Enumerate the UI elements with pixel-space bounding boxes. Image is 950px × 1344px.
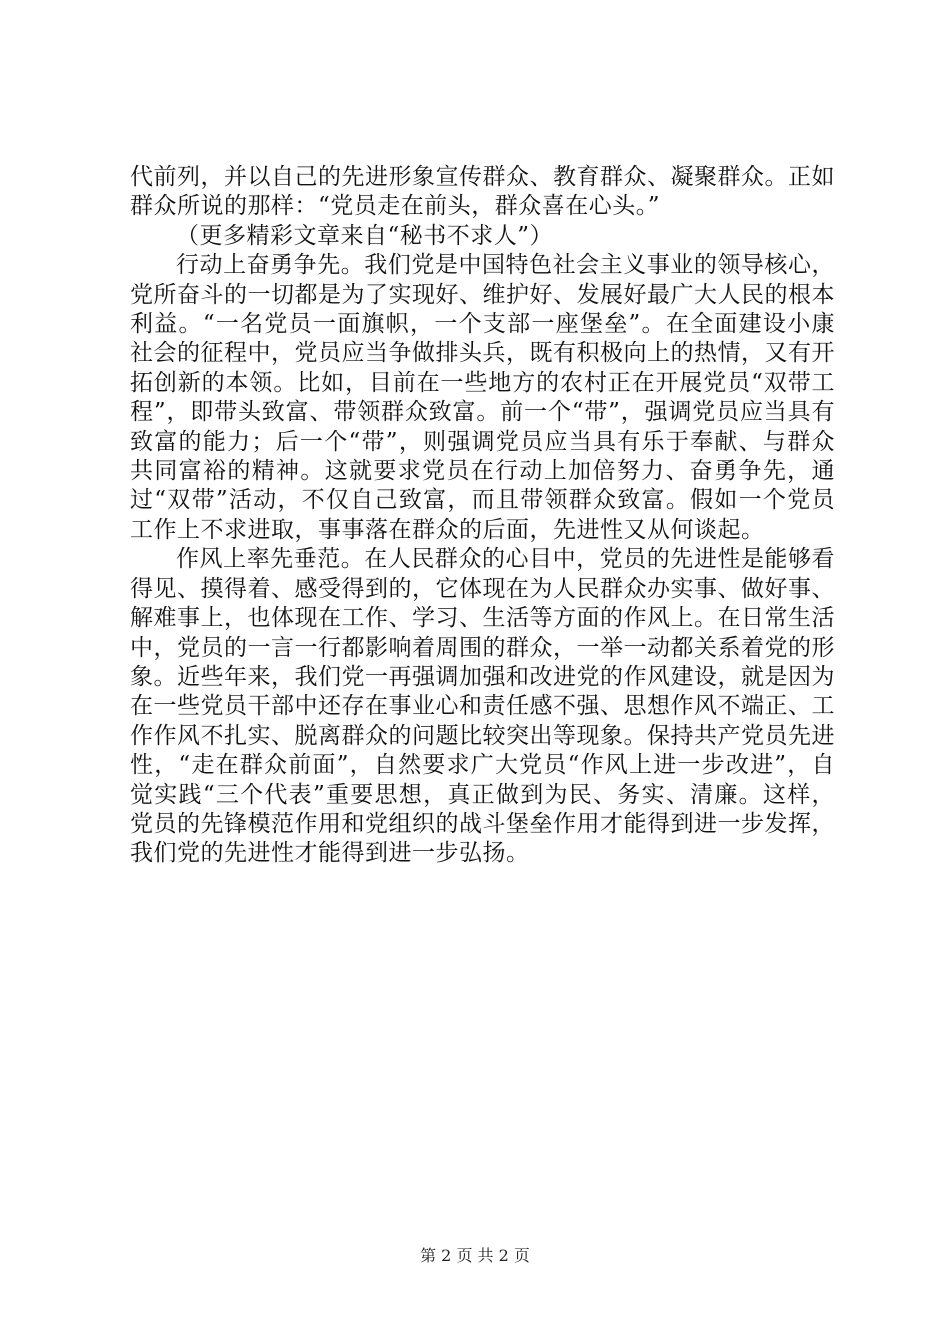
- paragraph-source-note: （更多精彩文章来自“秘书不求人”）: [176, 222, 554, 249]
- document-body: [130, 163, 835, 869]
- paragraph-style: 作风上率先垂范。在人民群众的心目中，党员的先进性是能够看得见、摸得着、感受得到的，它体现在为人民群众办实事、做好事、解难事上，也体现在工作、学习、生活等方面的作风上。在日常生活中，党员的一言一行都影响着周围的群众，一举一动都关系着党的形象。近些年来，我们党一再强调加强和改进党的作风建设，就是因为在一些党员干部中还存在事业心和责任感不强、思想作风不端正、工作作风不扎实、脱离群众的问题比较突出等现象。保持共产党员先进性，“走在群众前面”，自然要求广大党员“作风上进一步改进”，自觉实践“三个代表”重要思想，真正做到为民、务实、清廉。这样，党员的先锋模范作用和党组织的战斗堡垒作用才能得到进一步发挥，我们党的先进性才能得到进一步弘扬。: [130, 546, 835, 867]
- paragraph-continuation: 代前列，并以自己的先进形象宣传群众、教育群众、凝聚群众。正如群众所说的那样：“党员走在前头，群众喜在心头。”: [130, 164, 835, 220]
- paragraph-action: 行动上奋勇争先。我们党是中国特色社会主义事业的领导核心，党所奋斗的一切都是为了实现好、维护好、发展好最广大人民的根本利益。“一名党员一面旗帜，一个支部一座堡垒”。在全面建设小康社会的征程中，党员应当争做排头兵，既有积极向上的热情，又有开拓创新的本领。比如，目前在一些地方的农村正在开展党员“双带工程”，即带头致富、带领群众致富。前一个“带”，强调党员应当具有致富的能力；后一个“带”，则强调党员应当具有乐于奉献、与群众共同富裕的精神。这就要求党员在行动上加倍努力、奋勇争先，通过“双带”活动，不仅自己致富，而且带领群众致富。假如一个党员工作上不求进取，事事落在群众的后面，先进性又从何谈起。: [130, 252, 835, 543]
- page-footer: 第 2 页 共 2 页: [420, 1246, 530, 1265]
